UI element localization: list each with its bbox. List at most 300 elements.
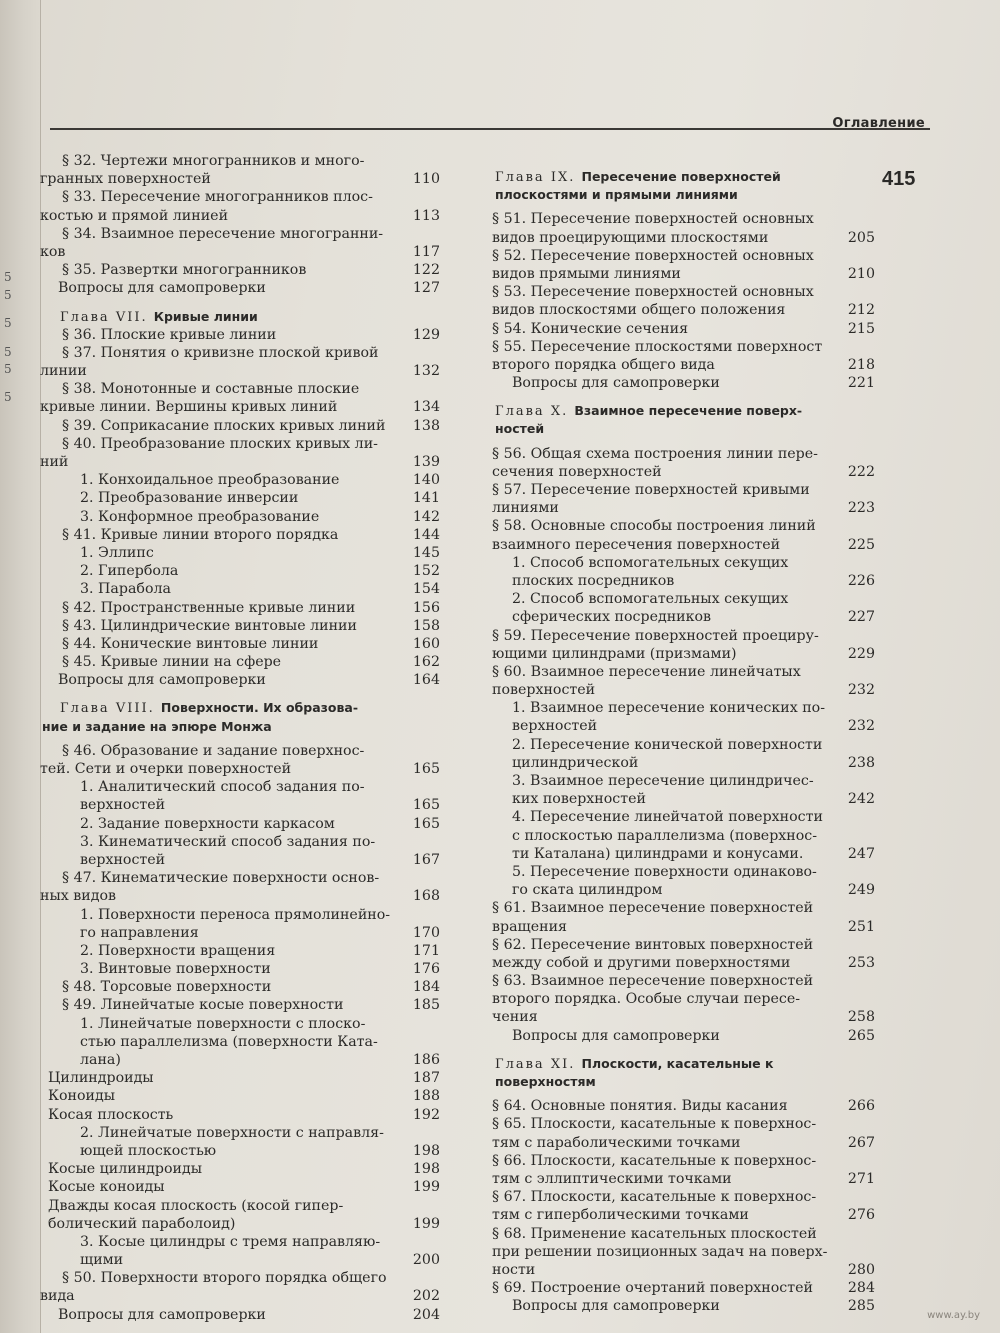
toc-page-number: 238 — [847, 754, 875, 771]
toc-line — [40, 544, 440, 562]
toc-page-number: 232 — [847, 718, 875, 735]
toc-line — [490, 754, 875, 772]
toc-line — [490, 1027, 875, 1045]
toc-page-number: 271 — [847, 1170, 875, 1187]
toc-line — [40, 760, 440, 778]
toc-line — [490, 445, 875, 463]
toc-line — [490, 1261, 875, 1279]
toc-line — [490, 627, 875, 645]
toc-line — [490, 936, 875, 954]
toc-entry-text: § 63. Взаимное пересечение поверхностей — [492, 973, 814, 990]
toc-page-number: 265 — [847, 1027, 875, 1044]
toc-line — [490, 918, 875, 936]
toc-page-number: 164 — [412, 672, 440, 689]
toc-page-number: 285 — [847, 1298, 875, 1315]
toc-entry-text: § 54. Конические сечения — [492, 320, 689, 337]
toc-page-number: 225 — [847, 536, 875, 553]
toc-page-number: 226 — [847, 572, 875, 589]
toc-entry-text: § 32. Чертежи многогранников и много- — [62, 153, 365, 169]
toc-line — [490, 663, 875, 681]
toc-line — [490, 990, 875, 1008]
toc-entry-text: второго порядка. Особые случаи пересе- — [492, 991, 801, 1008]
toc-page-number: 113 — [412, 207, 440, 224]
toc-page-number: 165 — [412, 815, 440, 832]
toc-page-number: 154 — [412, 581, 440, 598]
toc-line — [490, 1188, 875, 1206]
toc-line — [490, 717, 875, 735]
toc-line — [490, 772, 875, 790]
toc-page-number: 156 — [412, 599, 440, 616]
toc-line — [490, 320, 875, 338]
toc-entry-text: 2. Способ вспомогательных секущих — [512, 591, 789, 608]
toc-right-column — [490, 158, 875, 1315]
toc-line — [40, 508, 440, 526]
toc-entry-text: верхностей — [512, 718, 598, 735]
toc-entry-text: с плоскостью параллелизма (поверхнос- — [512, 827, 818, 844]
toc-entry-text: при решении позиционных задач на поверх- — [492, 1243, 828, 1260]
toc-page-number: 134 — [412, 399, 440, 416]
toc-line — [40, 599, 440, 617]
toc-entry-text: § 53. Пересечение поверхностей основных — [492, 284, 814, 301]
toc-page-number: 212 — [847, 302, 875, 319]
toc-line — [490, 517, 875, 535]
toc-entry-text: § 59. Пересечение поверхностей проециру- — [492, 627, 819, 644]
toc-line — [490, 1279, 875, 1297]
toc-left-column — [40, 152, 440, 1324]
toc-line — [40, 1124, 440, 1142]
chapter-heading-cont: поверхностям — [495, 1074, 596, 1089]
toc-entry-text: 2. Линейчатые поверхности с направля- — [80, 1124, 384, 1141]
toc-line — [40, 653, 440, 671]
toc-line — [490, 247, 875, 265]
toc-line — [40, 1015, 440, 1033]
toc-page-number: 253 — [847, 954, 875, 971]
toc-entry-text: лана) — [80, 1052, 121, 1068]
toc-line — [40, 580, 440, 598]
toc-page-number: 200 — [412, 1252, 440, 1269]
chapter-heading-cont: ностей — [495, 421, 545, 437]
toc-entry-text: тям с эллиптическими точками — [492, 1170, 732, 1187]
toc-entry-text: 2. Пересечение конической поверхности — [512, 736, 823, 753]
toc-line — [40, 742, 440, 760]
chapter-heading-cont: плоскостями и прямыми линиями — [495, 187, 738, 203]
previous-page-edge — [0, 0, 41, 1333]
toc-page-number: 160 — [412, 635, 440, 652]
toc-page-number: 204 — [412, 1306, 440, 1323]
toc-entry-text: болический параболоид) — [48, 1215, 236, 1232]
toc-entry-text: вида — [40, 1288, 75, 1305]
toc-entry-text: Вопросы для самопроверки — [512, 1298, 720, 1315]
toc-page-number: 129 — [412, 326, 440, 343]
toc-page-number: 198 — [412, 1161, 440, 1178]
toc-line — [40, 796, 440, 814]
toc-line — [40, 1251, 440, 1269]
toc-line — [40, 489, 440, 507]
toc-entry-text: поверхностей — [492, 682, 596, 699]
toc-entry-text: § 34. Взаимное пересечение многогранни- — [62, 225, 384, 242]
toc-entry-text: § 43. Цилиндрические винтовые линии — [62, 617, 357, 634]
toc-entry-text: § 51. Пересечение поверхностей основных — [492, 211, 814, 228]
toc-page-number: 210 — [847, 265, 875, 282]
toc-entry-text: Вопросы для самопроверки — [512, 375, 720, 392]
margin-fragment: 5 — [4, 362, 12, 376]
toc-page-number: 198 — [412, 1142, 440, 1159]
toc-line — [40, 851, 440, 869]
toc-line — [490, 301, 875, 319]
toc-line — [40, 1160, 440, 1178]
toc-entry-text: 1. Способ вспомогательных секущих — [512, 554, 789, 571]
toc-page-number: 127 — [412, 280, 440, 297]
toc-line — [40, 170, 440, 188]
toc-entry-text: 1. Поверхности переноса прямолинейно- — [80, 906, 391, 923]
toc-entry-text: кривые линии. Вершины кривых линий — [40, 399, 338, 416]
toc-page-number: 186 — [412, 1052, 440, 1068]
toc-line — [490, 499, 875, 517]
toc-line — [40, 924, 440, 942]
margin-fragment: 5 — [4, 270, 12, 284]
toc-entry-text: 3. Парабола — [80, 581, 171, 598]
toc-page-number: 202 — [412, 1288, 440, 1305]
page-number: 415 — [882, 168, 916, 190]
toc-line — [40, 207, 440, 225]
toc-entry-text: § 47. Кинематические поверхности основ- — [62, 870, 380, 887]
toc-line — [490, 736, 875, 754]
toc-line — [40, 1033, 440, 1051]
toc-page-number: 215 — [847, 320, 875, 337]
toc-line — [40, 671, 440, 689]
toc-page-number: 152 — [412, 563, 440, 580]
toc-line — [40, 906, 440, 924]
toc-page-number: 258 — [847, 1009, 875, 1026]
margin-fragment: 5 — [4, 345, 12, 359]
toc-entry-text: ных видов — [40, 888, 116, 905]
toc-line — [490, 229, 875, 247]
toc-page-number: 117 — [412, 243, 440, 260]
toc-entry-text: 2. Задание поверхности каркасом — [80, 815, 335, 832]
chapter-heading: Глава VII. Кривые линии — [60, 308, 258, 325]
toc-line — [490, 1008, 875, 1026]
toc-entry-text: сечения поверхностей — [492, 463, 662, 480]
chapter-heading: Глава XI. Плоскости, касательные к — [495, 1055, 774, 1072]
toc-entry-text: 1. Аналитический способ задания по- — [80, 779, 365, 796]
toc-line — [40, 188, 440, 206]
toc-line — [40, 815, 440, 833]
toc-line — [40, 1087, 440, 1105]
toc-line — [490, 1297, 875, 1315]
toc-entry-text: Вопросы для самопроверки — [58, 1306, 266, 1323]
toc-entry-text: § 44. Конические винтовые линии — [62, 635, 319, 652]
toc-line — [40, 1233, 440, 1251]
toc-entry-text: ний — [40, 454, 69, 470]
toc-entry-text: § 64. Основные понятия. Виды касания — [492, 1098, 788, 1115]
toc-page-number: 242 — [847, 791, 875, 808]
toc-line — [490, 827, 875, 845]
toc-line — [40, 435, 440, 453]
toc-entry-text: § 45. Кривые линии на сфере — [62, 654, 282, 671]
toc-line — [490, 899, 875, 917]
header-rule — [50, 128, 930, 130]
toc-entry-text: § 37. Понятия о кривизне плоской кривой — [62, 344, 379, 361]
toc-entry-text: вращения — [492, 918, 567, 935]
toc-entry-text: щими — [80, 1252, 124, 1269]
toc-line — [40, 261, 440, 279]
toc-entry-text: тям с гиперболическими точками — [492, 1207, 749, 1224]
toc-entry-text: верхностей — [80, 797, 166, 814]
toc-page-number: 139 — [412, 454, 440, 470]
toc-entry-text: го направления — [80, 924, 199, 941]
toc-line — [40, 362, 440, 380]
toc-line — [490, 954, 875, 972]
margin-fragment: 5 — [4, 316, 12, 330]
toc-entry-text: § 69. Построение очертаний поверхностей — [492, 1280, 813, 1297]
toc-entry-text: Вопросы для самопроверки — [58, 280, 266, 297]
toc-entry-text: плоских посредников — [512, 572, 675, 589]
toc-line — [490, 1243, 875, 1261]
toc-entry-text: § 36. Плоские кривые линии — [62, 326, 277, 343]
toc-entry-text: Косые цилиндроиды — [48, 1161, 203, 1178]
toc-page-number: 162 — [412, 654, 440, 671]
toc-entry-text: § 42. Пространственные кривые линии — [62, 599, 356, 616]
toc-line — [490, 1115, 875, 1133]
toc-line — [40, 1051, 440, 1069]
toc-line — [40, 1197, 440, 1215]
toc-entry-text: § 46. Образование и задание поверхнос- — [62, 742, 365, 759]
toc-entry-text: § 66. Плоскости, касательные к поверхнос- — [492, 1152, 817, 1169]
toc-entry-text: § 68. Применение касательных плоскостей — [492, 1225, 817, 1242]
toc-entry-text: § 41. Кривые линии второго порядка — [62, 526, 339, 543]
toc-line — [490, 881, 875, 899]
toc-page-number: 184 — [412, 979, 440, 996]
toc-page-number: 266 — [847, 1098, 875, 1115]
toc-page-number: 205 — [847, 229, 875, 246]
toc-line — [40, 380, 440, 398]
toc-line — [490, 1225, 875, 1243]
chapter-heading-cont: ние и задание на эпюре Монжа — [42, 718, 272, 734]
toc-line — [490, 463, 875, 481]
toc-entry-text: 5. Пересечение поверхности одинаково- — [512, 863, 817, 880]
toc-page-number: 138 — [412, 417, 440, 434]
toc-line — [490, 790, 875, 808]
toc-entry-text: § 58. Основные способы построения линий — [492, 518, 816, 535]
toc-entry-text: § 61. Взаимное пересечение поверхностей — [492, 900, 814, 917]
toc-entry-text: цилиндрической — [512, 754, 639, 771]
toc-page-number: 249 — [847, 882, 875, 899]
toc-entry-text: 2. Преобразование инверсии — [80, 490, 299, 507]
toc-line — [40, 344, 440, 362]
toc-line — [40, 526, 440, 544]
toc-entry-text: § 40. Преобразование плоских кривых ли- — [62, 435, 378, 452]
running-header: Оглавление — [832, 116, 925, 131]
toc-entry-text: § 52. Пересечение поверхностей основных — [492, 247, 814, 264]
toc-line — [40, 1306, 440, 1324]
toc-line — [40, 1069, 440, 1087]
toc-page-number: 251 — [847, 918, 875, 935]
toc-line — [40, 617, 440, 635]
toc-page-number: 141 — [412, 490, 440, 507]
toc-page-number: 165 — [412, 797, 440, 814]
toc-line — [40, 1178, 440, 1196]
toc-page-number: 280 — [847, 1261, 875, 1278]
toc-line — [490, 681, 875, 699]
toc-entry-text: чения — [492, 1009, 538, 1026]
toc-line — [40, 778, 440, 796]
toc-line — [490, 283, 875, 301]
toc-entry-text: 1. Конхоидальное преобразование — [80, 472, 340, 489]
toc-page-number: 221 — [847, 375, 875, 392]
toc-entry-text: § 62. Пересечение винтовых поверхностей — [492, 936, 814, 953]
toc-entry-text: видов прямыми линиями — [492, 265, 681, 282]
toc-entry-text: линиями — [492, 500, 559, 517]
toc-entry-text: верхностей — [80, 851, 166, 868]
toc-line — [490, 699, 875, 717]
toc-entry-text: § 67. Плоскости, касательные к поверхнос- — [492, 1189, 817, 1206]
toc-line — [490, 972, 875, 990]
toc-entry-text: 2. Гипербола — [80, 563, 179, 580]
toc-entry-text: видов плоскостями общего положения — [492, 302, 786, 319]
toc-line — [490, 1097, 875, 1115]
toc-line — [40, 1215, 440, 1233]
toc-line — [40, 1142, 440, 1160]
margin-fragment: 5 — [4, 390, 12, 404]
toc-page-number: 170 — [412, 924, 440, 941]
toc-line — [40, 417, 440, 435]
toc-entry-text: Вопросы для самопроверки — [512, 1027, 720, 1044]
toc-page-number: 199 — [412, 1215, 440, 1232]
toc-page-number: 229 — [847, 645, 875, 662]
toc-entry-text: костью и прямой линией — [40, 207, 229, 224]
toc-page-number: 276 — [847, 1207, 875, 1224]
toc-line — [40, 996, 440, 1014]
toc-entry-text: § 57. Пересечение поверхностей кривыми — [492, 482, 810, 498]
toc-entry-text: § 35. Развертки многогранников — [62, 262, 307, 279]
toc-line — [40, 942, 440, 960]
toc-entry-text: 1. Эллипс — [80, 544, 154, 561]
toc-page-number: 167 — [412, 851, 440, 868]
toc-entry-text: § 50. Поверхности второго порядка общего — [62, 1270, 387, 1287]
toc-line — [40, 887, 440, 905]
toc-entry-text: Цилиндроиды — [48, 1070, 154, 1087]
toc-line — [40, 279, 440, 297]
toc-page-number: 132 — [412, 363, 440, 380]
toc-line — [490, 645, 875, 663]
toc-line — [490, 845, 875, 863]
toc-entry-text: Дважды косая плоскость (косой гипер- — [48, 1197, 344, 1214]
toc-entry-text: ких поверхностей — [512, 791, 646, 808]
toc-line — [490, 210, 875, 228]
toc-entry-text: § 56. Общая схема построения линии пере- — [492, 445, 818, 462]
toc-entry-text: 3. Винтовые поверхности — [80, 961, 271, 978]
toc-entry-text: § 55. Пересечение плоскостями поверхност — [492, 338, 823, 355]
toc-entry-text: тей. Сети и очерки поверхностей — [40, 761, 292, 777]
toc-line — [40, 326, 440, 344]
toc-line — [40, 960, 440, 978]
toc-page-number: 158 — [412, 617, 440, 634]
toc-line — [490, 590, 875, 608]
toc-line — [40, 978, 440, 996]
toc-entry-text: го ската цилиндром — [512, 882, 663, 899]
toc-page-number: 110 — [412, 171, 440, 188]
toc-page-number: 247 — [847, 845, 875, 862]
toc-page-number: 185 — [412, 997, 440, 1014]
toc-line — [490, 1170, 875, 1188]
toc-line — [490, 554, 875, 572]
toc-entry-text: взаимного пересечения поверхностей — [492, 536, 781, 553]
toc-line — [40, 398, 440, 416]
toc-entry-text: ющими цилиндрами (призмами) — [492, 645, 737, 662]
toc-line — [490, 1152, 875, 1170]
toc-page-number: 176 — [412, 961, 440, 978]
toc-page-number: 142 — [412, 508, 440, 525]
toc-page-number: 267 — [847, 1134, 875, 1151]
toc-entry-text: § 48. Торсовые поверхности — [62, 979, 272, 996]
toc-line — [490, 608, 875, 626]
toc-entry-text: § 65. Плоскости, касательные к поверхнос- — [492, 1116, 817, 1133]
toc-entry-text: Коноиды — [48, 1088, 116, 1105]
toc-line — [40, 243, 440, 261]
toc-entry-text: 3. Косые цилиндры с тремя направляю- — [80, 1233, 381, 1250]
toc-line — [490, 536, 875, 554]
toc-page-number: 168 — [412, 888, 440, 905]
toc-entry-text: 3. Взаимное пересечение цилиндричес- — [512, 773, 814, 789]
toc-page-number: 145 — [412, 544, 440, 561]
toc-page-number: 199 — [412, 1179, 440, 1196]
toc-page-number: 227 — [847, 609, 875, 626]
toc-entry-text: ности — [492, 1261, 536, 1278]
toc-page-number: 144 — [412, 526, 440, 543]
toc-entry-text: Вопросы для самопроверки — [58, 672, 266, 689]
toc-page-number: 218 — [847, 356, 875, 373]
margin-fragment: 5 — [4, 288, 12, 302]
chapter-heading: Глава VIII. Поверхности. Их образова- — [60, 700, 359, 717]
toc-entry-text: § 38. Монотонные и составные плоские — [62, 381, 360, 398]
toc-line — [490, 863, 875, 881]
toc-entry-text: 3. Кинематический способ задания по- — [80, 833, 376, 850]
toc-entry-text: § 60. Взаимное пересечение линейчатых — [492, 663, 801, 680]
toc-entry-text: § 49. Линейчатые косые поверхности — [62, 997, 344, 1014]
toc-entry-text: ющей плоскостью — [80, 1142, 217, 1159]
toc-entry-text: 1. Линейчатые поверхности с плоско- — [80, 1015, 366, 1032]
toc-page-number: 223 — [847, 500, 875, 517]
toc-entry-text: стью параллелизма (поверхности Ката- — [80, 1033, 378, 1050]
toc-entry-text: 2. Поверхности вращения — [80, 942, 276, 959]
toc-entry-text: ков — [40, 243, 66, 260]
toc-page-number: 187 — [412, 1070, 440, 1087]
toc-page-number: 222 — [847, 463, 875, 480]
toc-line — [40, 562, 440, 580]
toc-entry-text: 4. Пересечение линейчатой поверхности — [512, 809, 823, 826]
toc-line — [490, 1134, 875, 1152]
toc-line — [40, 1106, 440, 1124]
toc-entry-text: второго порядка общего вида — [492, 356, 715, 373]
toc-entry-text: между собой и другими поверхностями — [492, 954, 791, 971]
toc-line — [40, 1269, 440, 1287]
toc-line — [490, 374, 875, 392]
toc-entry-text: Косая плоскость — [48, 1106, 174, 1123]
toc-entry-text: сферических посредников — [512, 609, 712, 626]
toc-entry-text: гранных поверхностей — [40, 171, 211, 188]
toc-line — [40, 152, 440, 170]
toc-page-number: 122 — [412, 262, 440, 279]
watermark: www.ay.by — [927, 1310, 980, 1321]
toc-entry-text: тям с параболическими точками — [492, 1134, 741, 1151]
toc-page-number: 188 — [412, 1088, 440, 1105]
toc-line — [40, 635, 440, 653]
toc-entry-text: 1. Взаимное пересечение конических по- — [512, 700, 825, 717]
toc-line — [40, 453, 440, 471]
toc-page-number: 171 — [412, 942, 440, 959]
toc-entry-text: § 33. Пересечение многогранников плос- — [62, 189, 373, 206]
toc-line — [40, 833, 440, 851]
